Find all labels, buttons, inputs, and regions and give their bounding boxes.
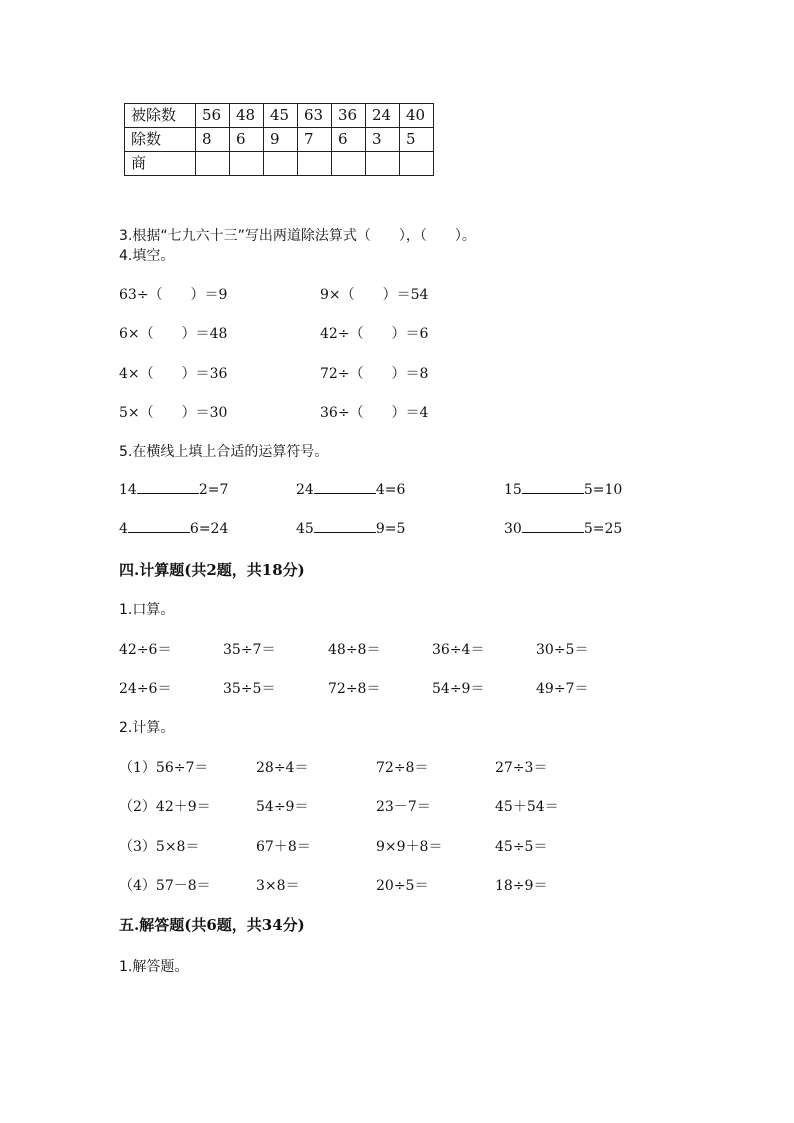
table-cell: 5 — [400, 128, 434, 152]
fill-item: 42÷（ ）＝6 — [320, 326, 429, 342]
operand-left: 15 — [504, 482, 522, 498]
table-row — [125, 128, 434, 152]
operator-item — [504, 520, 622, 537]
table-cell: 48 — [230, 104, 264, 128]
operand-right: 6=24 — [189, 521, 229, 537]
section-4-q2-title: 2.计算。 — [119, 720, 175, 736]
table-cell: 36 — [332, 104, 366, 128]
calc-item: 9×9＋8＝ — [376, 839, 443, 855]
calc-item: （4）57－8＝ — [119, 878, 211, 894]
mental-math-item: 49÷7＝ — [536, 681, 589, 697]
fill-item: 9×（ ）＝54 — [320, 287, 429, 303]
mental-math-item: 35÷7＝ — [223, 642, 276, 658]
answer-cell[interactable] — [366, 152, 400, 176]
operator-blank[interactable] — [522, 520, 584, 533]
calc-item: 45＋54＝ — [495, 799, 559, 815]
question-5-title: 5.在横线上填上合适的运算符号。 — [119, 444, 329, 460]
calc-item: 72÷8＝ — [376, 760, 429, 776]
table-cell: 9 — [264, 128, 298, 152]
calc-item: 18÷9＝ — [495, 878, 548, 894]
fill-item: 63÷（ ）＝9 — [119, 287, 228, 303]
table-cell: 7 — [298, 128, 332, 152]
fill-item: 5×（ ）＝30 — [119, 405, 228, 421]
answer-cell[interactable] — [332, 152, 366, 176]
table-cell: 6 — [230, 128, 264, 152]
table-row — [125, 104, 434, 128]
operand-left: 24 — [296, 482, 314, 498]
operand-left: 30 — [504, 521, 522, 537]
calc-item: 27÷3＝ — [495, 760, 548, 776]
operator-item — [296, 481, 405, 498]
mental-math-item: 35÷5＝ — [223, 681, 276, 697]
table-cell: 40 — [400, 104, 434, 128]
table-cell: 45 — [264, 104, 298, 128]
calc-item: 67＋8＝ — [256, 839, 311, 855]
table-cell: 56 — [196, 104, 230, 128]
section-4-title: 四.计算题(共2题，共18分) — [119, 561, 305, 579]
operand-right: 5=10 — [583, 482, 623, 498]
division-table — [124, 103, 434, 176]
fill-item: 6×（ ）＝48 — [119, 326, 228, 342]
question-3: 3.根据“七九六十三”写出两道除法算式（ ），（ ）。 — [119, 228, 476, 244]
calc-item: 23－7＝ — [376, 799, 431, 815]
table-cell: 3 — [366, 128, 400, 152]
calc-item: 3×8＝ — [256, 878, 300, 894]
operator-blank[interactable] — [314, 481, 376, 494]
calc-item: （3）5×8＝ — [119, 839, 200, 855]
section-4-q1-title: 1.口算。 — [119, 602, 175, 618]
operator-blank[interactable] — [314, 520, 376, 533]
table-cell: 6 — [332, 128, 366, 152]
calc-item: （1）56÷7＝ — [119, 760, 209, 776]
operator-blank[interactable] — [522, 481, 584, 494]
mental-math-item: 72÷8＝ — [328, 681, 381, 697]
operand-left: 45 — [296, 521, 314, 537]
operator-item — [296, 520, 405, 537]
mental-math-item: 48÷8＝ — [328, 642, 381, 658]
mental-math-item: 54÷9＝ — [432, 681, 485, 697]
section-5-title: 五.解答题(共6题，共34分) — [119, 916, 305, 934]
operand-right: 4=6 — [375, 482, 406, 498]
row-label: 除数 — [125, 128, 196, 152]
operator-item — [504, 481, 622, 498]
fill-item: 4×（ ）＝36 — [119, 366, 228, 382]
operand-left: 4 — [119, 521, 128, 537]
operator-item — [119, 481, 228, 498]
section-5-q1-title: 1.解答题。 — [119, 959, 189, 975]
row-label: 被除数 — [125, 104, 196, 128]
operand-right: 5=25 — [583, 521, 623, 537]
fill-item: 72÷（ ）＝8 — [320, 366, 429, 382]
operand-left: 14 — [119, 482, 137, 498]
calc-item: 20÷5＝ — [376, 878, 429, 894]
answer-cell[interactable] — [196, 152, 230, 176]
calc-item: 45÷5＝ — [495, 839, 548, 855]
operator-blank[interactable] — [137, 481, 199, 494]
answer-cell[interactable] — [298, 152, 332, 176]
row-label: 商 — [125, 152, 196, 176]
answer-cell[interactable] — [264, 152, 298, 176]
operator-item — [119, 520, 228, 537]
operator-blank[interactable] — [128, 520, 190, 533]
answer-cell[interactable] — [230, 152, 264, 176]
operand-right: 2=7 — [198, 482, 229, 498]
table-row — [125, 152, 434, 176]
table-cell: 8 — [196, 128, 230, 152]
table-cell: 63 — [298, 104, 332, 128]
calc-item: 28÷4＝ — [256, 760, 309, 776]
operand-right: 9=5 — [375, 521, 406, 537]
calc-item: （2）42＋9＝ — [119, 799, 211, 815]
mental-math-item: 36÷4＝ — [432, 642, 485, 658]
mental-math-item: 30÷5＝ — [536, 642, 589, 658]
question-4-title: 4.填空。 — [119, 248, 175, 264]
calc-item: 54÷9＝ — [256, 799, 309, 815]
fill-item: 36÷（ ）＝4 — [320, 405, 429, 421]
table-cell: 24 — [366, 104, 400, 128]
mental-math-item: 24÷6＝ — [119, 681, 172, 697]
answer-cell[interactable] — [400, 152, 434, 176]
mental-math-item: 42÷6＝ — [119, 642, 172, 658]
